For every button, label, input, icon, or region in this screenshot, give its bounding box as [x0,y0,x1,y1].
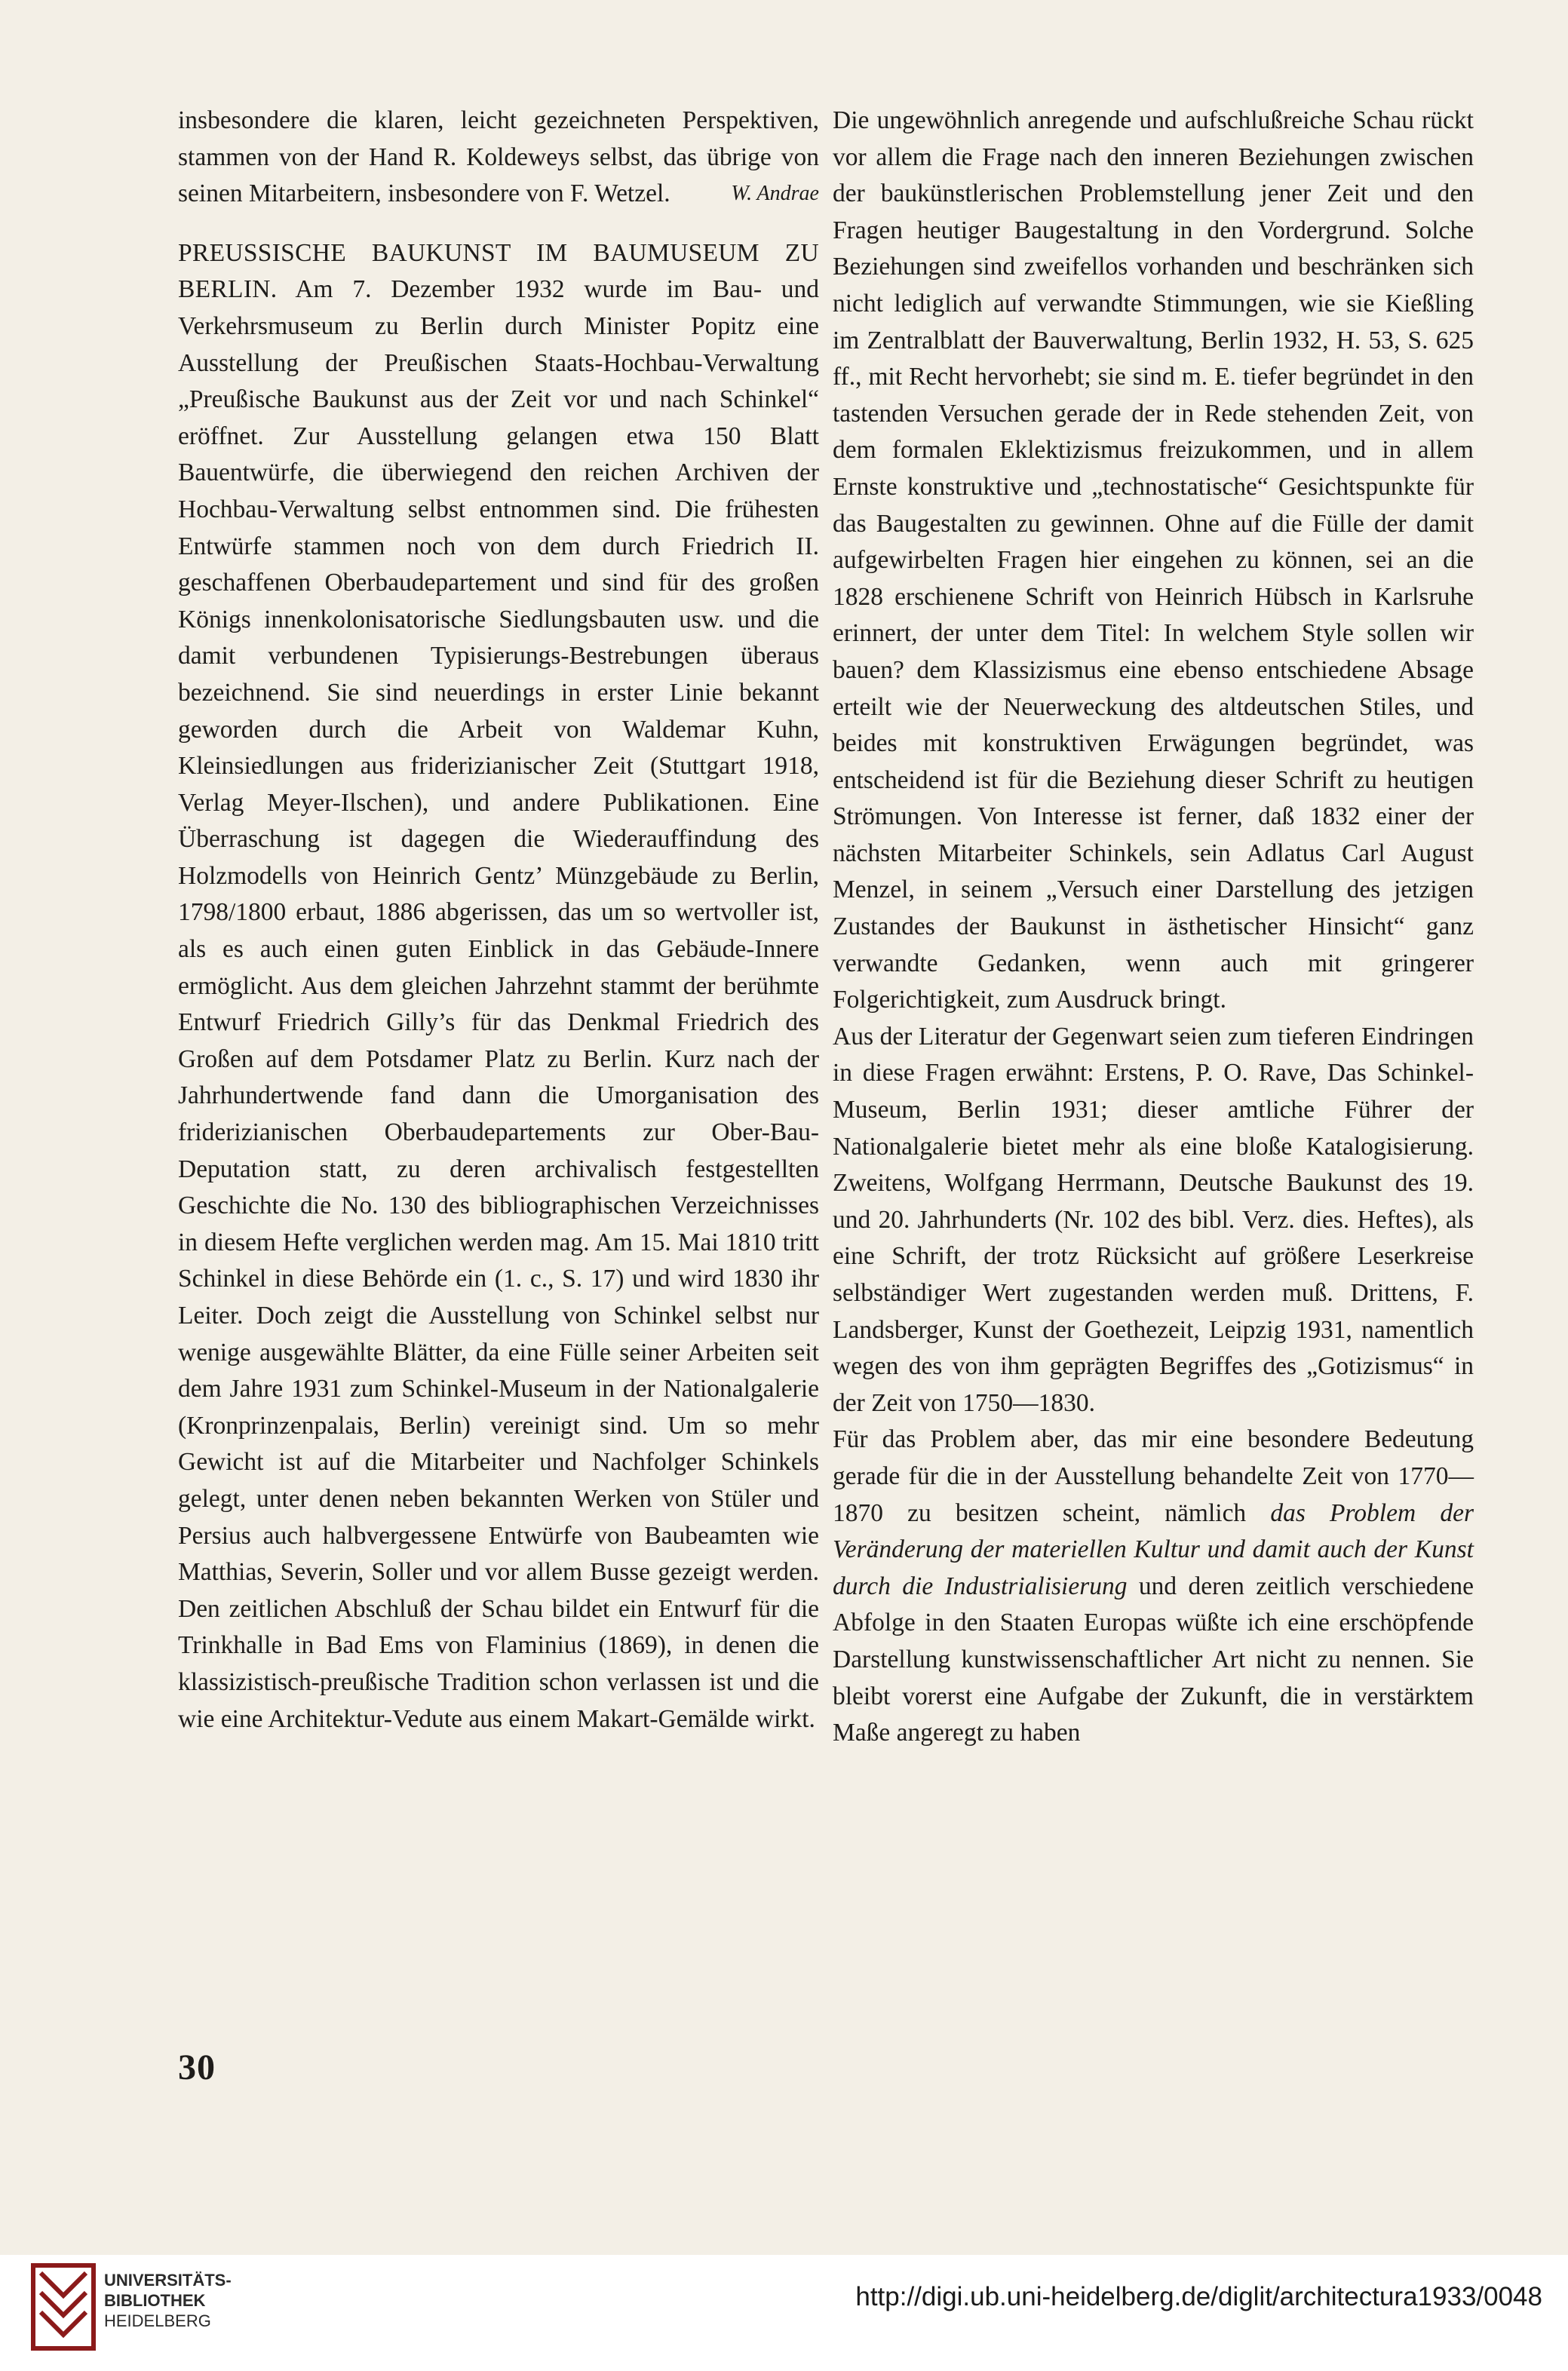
page-number: 30 [178,2047,216,2087]
source-url-link[interactable]: http://digi.ub.uni-heidelberg.de/diglit/architectura1933/0048 [855,2282,1542,2311]
paragraph-text: und deren zeitlich verschiedene Abfolge in den Staaten Europas wüßte ich eine erschöpfende Darstellung kunstwissenschaftlicher Art nicht zu nennen. Sie bleibt vorerst eine Aufgabe der Zukunft, die in verstärktem Maße angeregt zu haben [833,1572,1474,1747]
paragraph-text: Die ungewöhnlich anregende und aufschlußreiche Schau rückt vor allem die Frage nach den inneren Beziehungen zwischen der baukünstlerischen Problemstellung jener Zeit und den Fragen heutiger Baugestaltung in den Vordergrund. Solche Beziehungen sind zweifellos vorhanden und beschränken sich nicht lediglich auf verwandte Stimmungen, wie sie Kießling im Zentralblatt der Bauverwaltung, Berlin 1932, H. 53, S. 625 ff., mit Recht hervorhebt; sie sind m. E. tiefer begründet in den tastenden Versuchen gerade der in Rede stehenden Zeit, von dem formalen Eklektizismus freizukommen, und in allem Ernste konstruktive und „technostatische“ Gesichtspunkte für das Baugestalten zu gewinnen. Ohne auf die Fülle der damit aufgewirbelten Fragen hier eingehen zu können, sei an die 1828 erschienene Schrift von Heinrich Hübsch in Karlsruhe erinnert, der unter dem Titel: In welchem Style sollen wir bauen? dem Klassizismus eine ebenso entschiedene Absage erteilt wie der Neuerweckung des altdeutschen Stiles, und beides mit konstruktiven Erwägungen begründet, was entscheidend ist für die Beziehung dieser Schrift zu heutigen Strömungen. Von Interesse ist ferner, daß 1832 einer der nächsten Mitarbeiter Schinkels, sein Adlatus Carl August Menzel, in seinem „Versuch einer Darstellung des jetzigen Zustandes der Baukunst in ästhetischer Hinsicht“ ganz verwandte Gedanken, wenn auch mit gringerer Folgerichtigkeit, zum Ausdruck bringt. [833,106,1474,1014]
author-signature: W. Andrae [731,182,819,206]
logo-line: UNIVERSITÄTS- [104,2271,232,2290]
library-logo-icon [30,2262,97,2351]
paragraph-text: insbesondere die klaren, leicht gezeichneten Perspektiven, stammen von der Hand R. Koldeweys selbst, das übrige von seinen Mitarbeitern, insbesondere von F. Wetzel. [178,106,819,208]
left-column [178,103,819,1738]
paragraph-text: Aus der Literatur der Gegenwart seien zum tieferen Eindringen in diese Fragen erwähnt: Erstens, P. O. Rave, Das Schinkel-Museum, Berlin 1931; dieser amtliche Führer der Nationalgalerie bietet mehr als eine bloße Katalogisierung. Zweitens, Wolfgang Herrmann, Deutsche Baukunst des 19. und 20. Jahrhunderts (Nr. 102 des bibl. Verz. dies. Heftes), als eine Schrift, der trotz Rücksicht auf größere Leserkreise selbständiger Wert zugestanden werden muß. Drittens, F. Landsberger, Kunst der Goethezeit, Leipzig 1931, namentlich wegen des von ihm geprägten Begriffes des „Gotizismus“ in der Zeit von 1750—1830. [833,1022,1474,1417]
article-paragraph [178,235,819,1738]
article-paragraph [833,1422,1474,1751]
article-heading: PREUSSISCHE BAUKUNST IM BAUMUSEUM ZU BERLIN. [178,238,819,304]
closing-paragraph [178,103,819,213]
library-logo-text [104,2270,232,2331]
paragraph-text: Für das Problem aber, das mir eine besondere Bedeutung gerade für die in der Ausstellung behandelte Zeit von 1770—1870 zu besitzen scheint, nämlich [833,1425,1474,1527]
logo-line: BIBLIOTHEK [104,2291,206,2310]
emphasized-text: das Problem der Veränderung der materiellen Kultur und damit auch der Kunst durch die Industrialisierung [833,1498,1474,1600]
right-column [833,103,1474,1752]
paragraph-text: Am 7. Dezember 1932 wurde im Bau- und Verkehrsmuseum zu Berlin durch Minister Popitz eine Ausstellung der Preußischen Staats-Hochbau-Verwaltung „Preußische Baukunst aus der Zeit vor und nach Schinkel“ eröffnet. Zur Ausstellung gelangen etwa 150 Blatt Bauentwürfe, die überwiegend den reichen Archiven der Hochbau-Verwaltung selbst entnommen sind. Die frühesten Entwürfe stammen noch von dem durch Friedrich II. geschaffenen Oberbaudepartement und sind für des großen Königs innenkolonisatorische Siedlungsbauten usw. und die damit verbundenen Typisierungs-Bestrebungen überaus bezeichnend. Sie sind neuerdings in erster Linie bekannt geworden durch die Arbeit von Waldemar Kuhn, Kleinsiedlungen aus friderizianischer Zeit (Stuttgart 1918, Verlag Meyer-Ilschen), und andere Publikationen. Eine Überraschung ist dagegen die Wiederauffindung des Holzmodells von Heinrich Gentz’ Münzgebäude zu Berlin, 1798/1800 erbaut, 1886 abgerissen, das um so wertvoller ist, als es auch einen guten Einblick in das Gebäude-Innere ermöglicht. Aus dem gleichen Jahrzehnt stammt der berühmte Entwurf Friedrich Gilly’s für das Denkmal Friedrich des Großen auf dem Potsdamer Platz zu Berlin. Kurz nach der Jahrhundertwende fand dann die Umorganisation des friderizianischen Oberbaudepartements zur Ober-Bau-Deputation statt, zu deren archivalisch festgestellten Geschichte die No. 130 des bibliographischen Verzeichnisses in diesem Hefte verglichen werden mag. Am 15. Mai 1810 tritt Schinkel in diese Behörde ein (1. c., S. 17) und wird 1830 ihr Leiter. Doch zeigt die Ausstellung von Schinkel selbst nur wenige ausgewählte Blätter, da eine Fülle seiner Arbeiten seit dem Jahre 1931 zum Schinkel-Museum in der Nationalgalerie (Kronprinzenpalais, Berlin) vereinigt sind. Um so mehr Gewicht ist auf die Mitarbeiter und Nachfolger Schinkels gelegt, unter denen neben bekannten Werken von Stüler und Persius auch halbvergessene Entwürfe von Baubeamten wie Matthias, Severin, Soller und vor allem Busse gezeigt werden. Den zeitlichen Abschluß der Schau bildet ein Entwurf für die Trinkhalle in Bad Ems von Flaminius (1869), in denen die klassizistisch-preußische Tradition schon verlassen ist und die wie eine Architektur-Vedute aus einem Makart-Gemälde wirkt. [178,275,819,1733]
footer-bar [0,2255,1568,2371]
logo-line: HEIDELBERG [104,2311,211,2330]
